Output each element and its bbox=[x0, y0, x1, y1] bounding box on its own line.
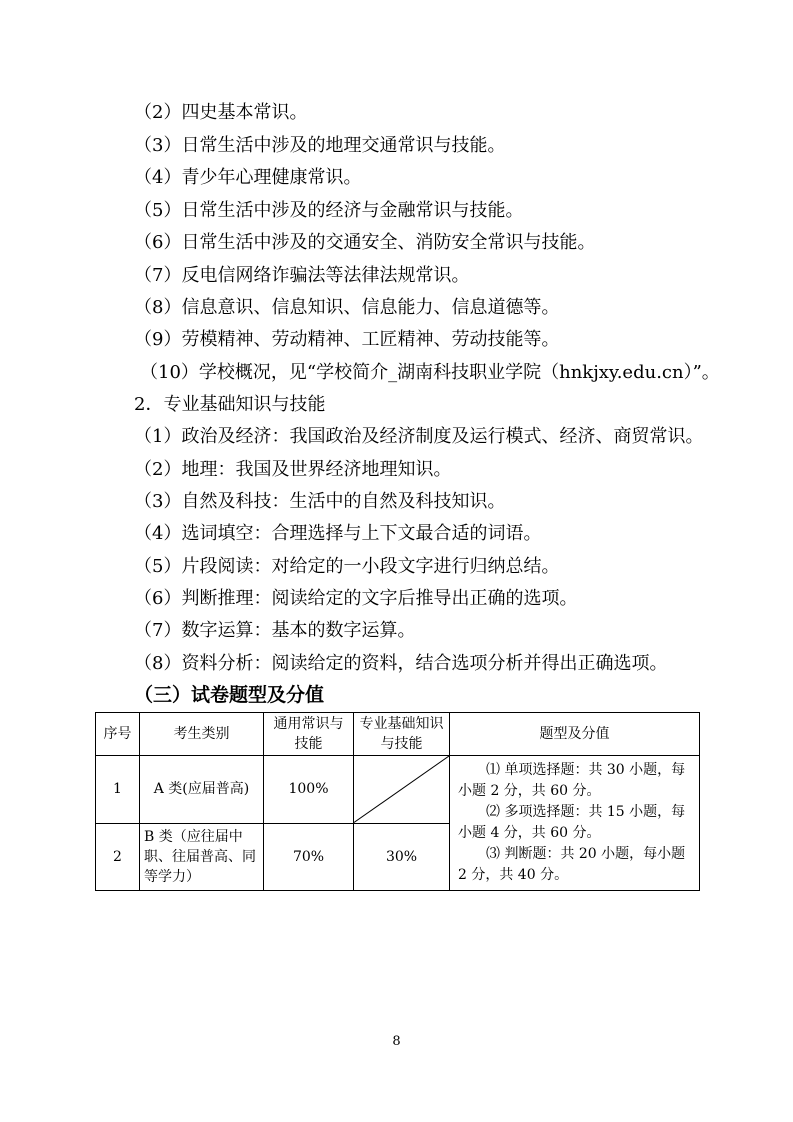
question-type-item: ⑵ 多项选择题：共 15 小题，每小题 4 分，共 60 分。 bbox=[458, 804, 686, 841]
row-no: 1 bbox=[96, 756, 140, 824]
page-number: 8 bbox=[392, 1034, 401, 1049]
list-item: （8）信息意识、信息知识、信息能力、信息道德等。 bbox=[134, 297, 560, 318]
list-item: （5）片段阅读：对给定的一小段文字进行归纳总结。 bbox=[134, 556, 560, 577]
list-item: （9）劳模精神、劳动精神、工匠精神、劳动技能等。 bbox=[134, 329, 560, 350]
header-types: 题型及分值 bbox=[450, 713, 700, 756]
empty-diagonal-cell bbox=[354, 756, 450, 824]
diagonal-line bbox=[354, 756, 449, 823]
question-type-item: ⑶ 判断题：共 20 小题，每小题 2 分，共 40 分。 bbox=[458, 846, 686, 883]
list-item: （5）日常生活中涉及的经济与金融常识与技能。 bbox=[134, 200, 524, 221]
row-general: 100% bbox=[264, 756, 354, 824]
header-general: 通用常识与技能 bbox=[264, 713, 354, 756]
table-row bbox=[96, 756, 700, 824]
list-item: （3）日常生活中涉及的地理交通常识与技能。 bbox=[134, 135, 506, 156]
subsection-heading: 2．专业基础知识与技能 bbox=[134, 394, 326, 415]
list-item: （8）资料分析：阅读给定的资料，结合选项分析并得出正确选项。 bbox=[134, 653, 668, 674]
section-title: （三）试卷题型及分值 bbox=[134, 684, 325, 706]
list-item: （2）地理：我国及世界经济地理知识。 bbox=[134, 459, 452, 480]
table-header-row bbox=[96, 713, 700, 756]
row-no: 2 bbox=[96, 823, 140, 891]
row-general: 70% bbox=[264, 823, 354, 891]
list-item: （10）学校概况，见“学校简介_湖南科技职业学院（hnkjxy.edu.cn）”。 bbox=[140, 362, 720, 383]
list-item: （2）四史基本常识。 bbox=[134, 102, 308, 123]
header-professional: 专业基础知识与技能 bbox=[354, 713, 450, 756]
header-category: 考生类别 bbox=[140, 713, 264, 756]
row-professional: 30% bbox=[354, 823, 450, 891]
question-type-item: ⑴ 单项选择题：共 30 小题，每小题 2 分，共 60 分。 bbox=[458, 762, 686, 799]
list-item: （4）青少年心理健康常识。 bbox=[134, 167, 362, 188]
list-item: （1）政治及经济：我国政治及经济制度及运行模式、经济、商贸常识。 bbox=[134, 426, 704, 447]
list-item: （6）判断推理：阅读给定的文字后推导出正确的选项。 bbox=[134, 588, 578, 609]
row-category: B 类（应往届中职、往届普高、同等学力） bbox=[140, 823, 264, 891]
question-types-cell bbox=[450, 756, 700, 891]
list-item: （6）日常生活中涉及的交通安全、消防安全常识与技能。 bbox=[134, 232, 596, 253]
row-category: A 类(应届普高) bbox=[140, 756, 264, 824]
list-item: （4）选词填空：合理选择与上下文最合适的词语。 bbox=[134, 523, 542, 544]
score-table bbox=[95, 712, 700, 891]
header-no: 序号 bbox=[96, 713, 140, 756]
list-item: （7）数字运算：基本的数字运算。 bbox=[134, 620, 416, 641]
list-item: （3）自然及科技：生活中的自然及科技知识。 bbox=[134, 491, 506, 512]
list-item: （7）反电信网络诈骗法等法律法规常识。 bbox=[134, 265, 470, 286]
